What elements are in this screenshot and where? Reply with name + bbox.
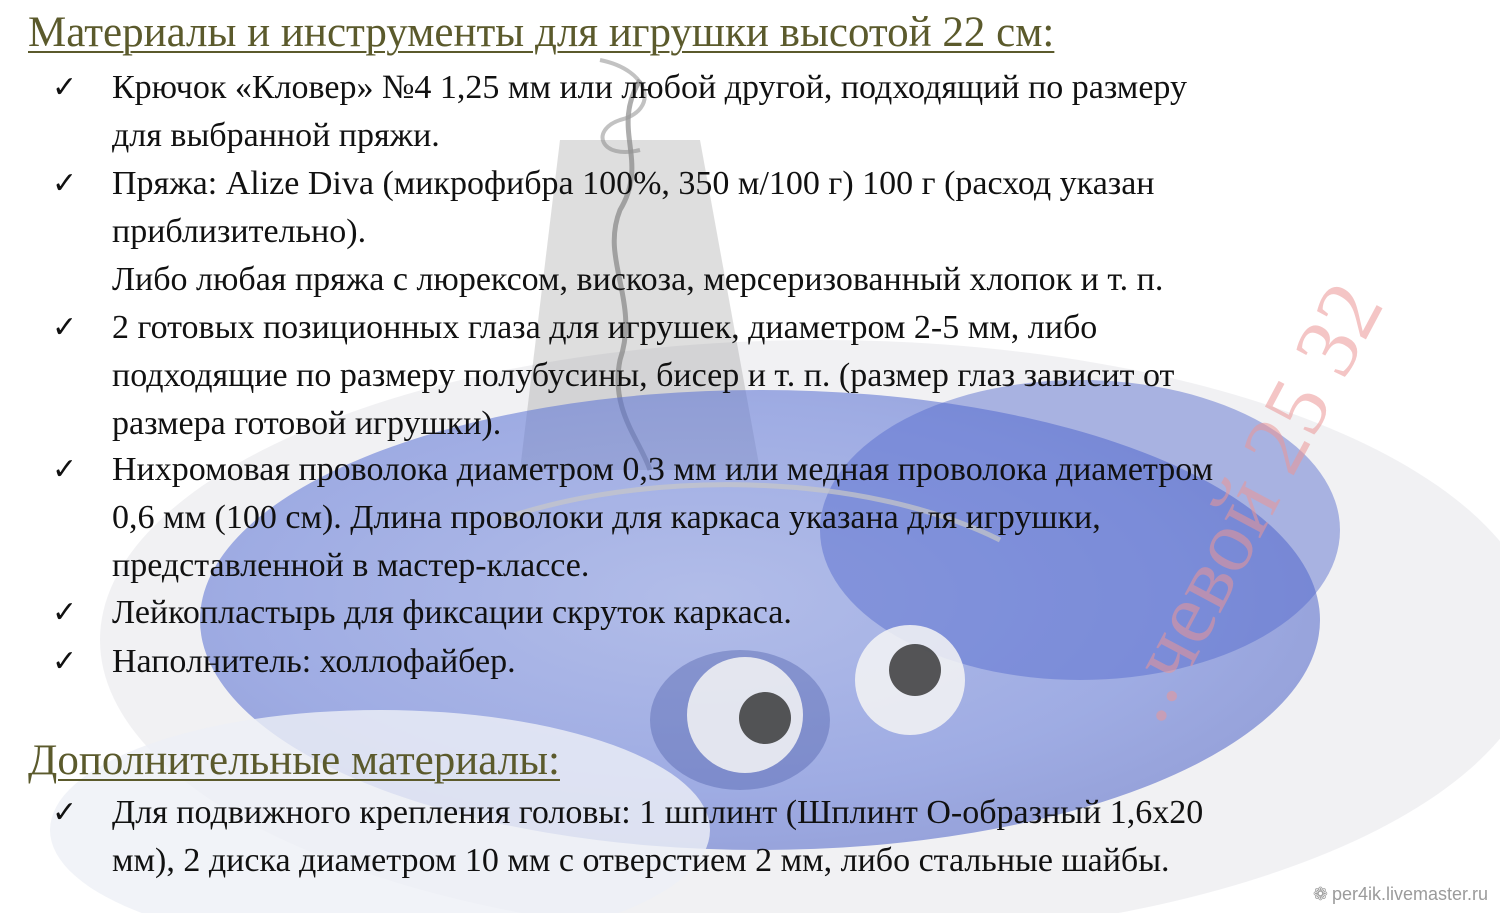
item-text: Нихромовая проволока диаметром 0,3 мм или медная проволока диаметром: [112, 451, 1214, 488]
item-text: приблизительно).: [112, 213, 367, 250]
check-icon: ✓: [52, 310, 78, 345]
item-text: представленной в мастер-классе.: [112, 547, 590, 584]
materials-heading: Материалы и инструменты для игрушки высотой 22 см:: [28, 9, 1055, 56]
item-text: Либо любая пряжа с люрексом, вискоза, мерсеризованный хлопок и т. п.: [112, 261, 1164, 298]
item-text: Наполнитель: холлофайбер.: [112, 643, 516, 680]
item-text: размера готовой игрушки).: [112, 405, 502, 442]
item-text: 2 готовых позиционных глаза для игрушек, диаметром 2-5 мм, либо: [112, 309, 1098, 346]
extra-materials-heading: Дополнительные материалы:: [28, 737, 560, 784]
item-text: 0,6 мм (100 см). Длина проволоки для каркаса указана для игрушки,: [112, 499, 1101, 536]
check-icon: ✓: [52, 452, 78, 487]
site-url: per4ik.livemaster.ru: [1331, 884, 1488, 904]
flower-icon: ❁: [1312, 884, 1328, 904]
item-text: Пряжа: Alize Diva (микрофибра 100%, 350 м/100 г) 100 г (расход указан: [112, 165, 1155, 202]
check-icon: ✓: [52, 595, 78, 630]
check-icon: ✓: [52, 70, 78, 105]
item-text: Для подвижного крепления головы: 1 шплинт (Шплинт О-образный 1,6x20: [112, 794, 1204, 831]
check-icon: ✓: [52, 166, 78, 201]
item-text: мм), 2 диска диаметром 10 мм с отверстием 2 мм, либо стальные шайбы.: [112, 842, 1170, 879]
item-text: для выбранной пряжи.: [112, 117, 440, 154]
site-credit: [1313, 884, 1488, 905]
check-icon: ✓: [52, 795, 78, 830]
item-text: подходящие по размеру полубусины, бисер и т. п. (размер глаз зависит от: [112, 357, 1175, 394]
item-text: Лейкопластырь для фиксации скруток каркаса.: [112, 594, 792, 631]
check-icon: ✓: [52, 644, 78, 679]
item-text: Крючок «Кловер» №4 1,25 мм или любой другой, подходящий по размеру: [112, 69, 1187, 106]
watermark: ..чевой 25 32: [1091, 267, 1403, 737]
